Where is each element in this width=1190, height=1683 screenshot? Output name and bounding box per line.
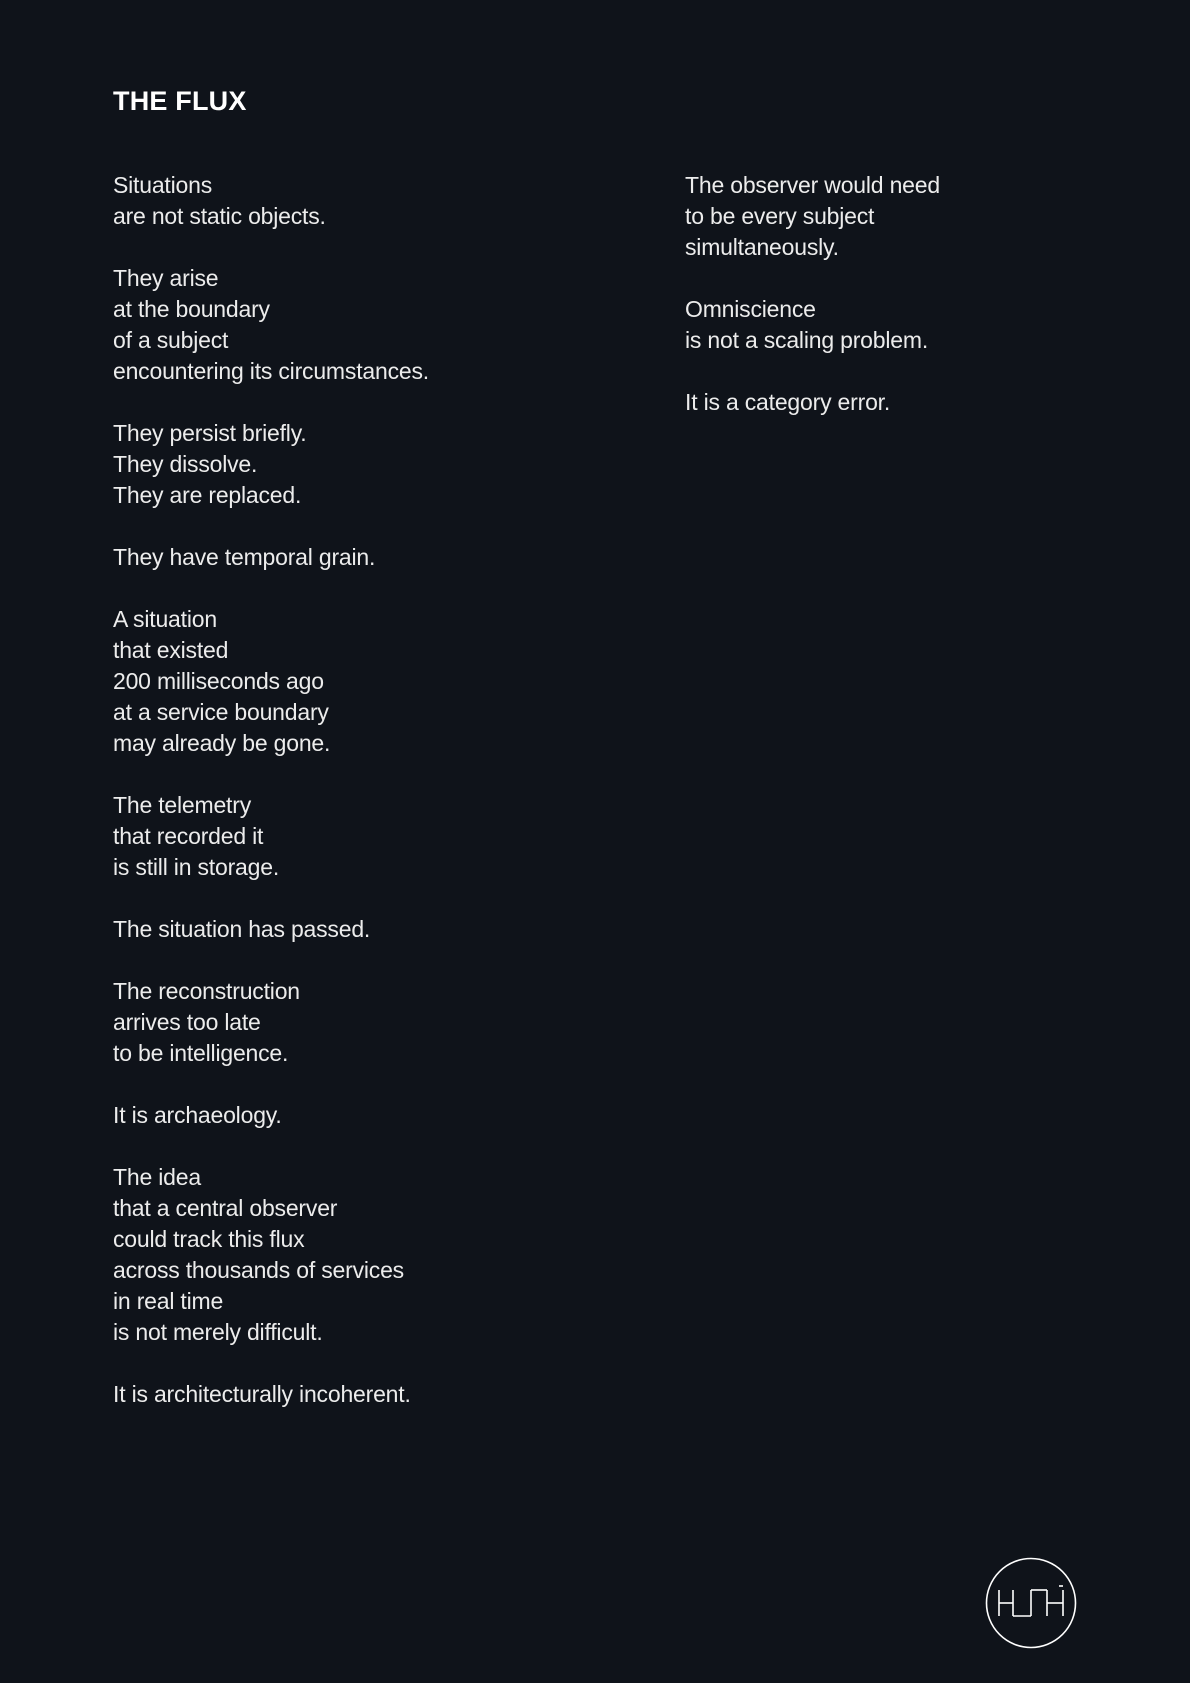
stanza — [685, 294, 1105, 356]
poem-line: are not static objects. — [113, 203, 326, 229]
poem-line: The observer would need — [685, 172, 940, 198]
left-column — [113, 170, 653, 1441]
poem-line: encountering its circumstances. — [113, 358, 429, 384]
stanza — [113, 914, 653, 945]
poem-line: that existed — [113, 637, 229, 663]
poem-line: simultaneously. — [685, 234, 839, 260]
poem-line: in real time — [113, 1288, 224, 1314]
stanza — [113, 604, 653, 759]
poem-line: The reconstruction — [113, 978, 300, 1004]
poem-line: It is a category error. — [685, 389, 891, 415]
poem-line: arrives too late — [113, 1009, 261, 1035]
stanza — [113, 542, 653, 573]
poem-line: across thousands of services — [113, 1257, 404, 1283]
poem-line: Omniscience — [685, 296, 816, 322]
poem-line: Situations — [113, 172, 213, 198]
poem-line: that a central observer — [113, 1195, 338, 1221]
poem-line: They have temporal grain. — [113, 544, 376, 570]
right-column — [685, 170, 1105, 449]
stanza — [113, 1162, 653, 1348]
brand-logo-icon — [985, 1557, 1077, 1649]
poem-line: is still in storage. — [113, 854, 280, 880]
poem-line: to be intelligence. — [113, 1040, 289, 1066]
poem-line: It is archaeology. — [113, 1102, 282, 1128]
poem-line: to be every subject — [685, 203, 875, 229]
stanza — [685, 170, 1105, 263]
poem-line: at the boundary — [113, 296, 270, 322]
poem-line: The situation has passed. — [113, 916, 371, 942]
poem-line: 200 milliseconds ago — [113, 668, 324, 694]
poem-line: It is architecturally incoherent. — [113, 1381, 411, 1407]
poem-line: that recorded it — [113, 823, 264, 849]
stanza — [113, 263, 653, 387]
stanza — [685, 387, 1105, 418]
stanza — [113, 1100, 653, 1131]
poem-line: The telemetry — [113, 792, 252, 818]
poem-line: is not merely difficult. — [113, 1319, 323, 1345]
stanza — [113, 976, 653, 1069]
poem-line: They persist briefly. — [113, 420, 307, 446]
stanza — [113, 418, 653, 511]
stanza — [113, 790, 653, 883]
poem-line: of a subject — [113, 327, 229, 353]
page-title: THE FLUX — [113, 86, 247, 116]
stanza — [113, 170, 653, 232]
poem-line: is not a scaling problem. — [685, 327, 929, 353]
poem-line: The idea — [113, 1164, 201, 1190]
poem-line: They arise — [113, 265, 219, 291]
poem-line: could track this flux — [113, 1226, 305, 1252]
poem-line: may already be gone. — [113, 730, 331, 756]
poem-line: They dissolve. — [113, 451, 258, 477]
poem-line: A situation — [113, 606, 217, 632]
poem-line: at a service boundary — [113, 699, 329, 725]
stanza — [113, 1379, 653, 1410]
poem-line: They are replaced. — [113, 482, 302, 508]
